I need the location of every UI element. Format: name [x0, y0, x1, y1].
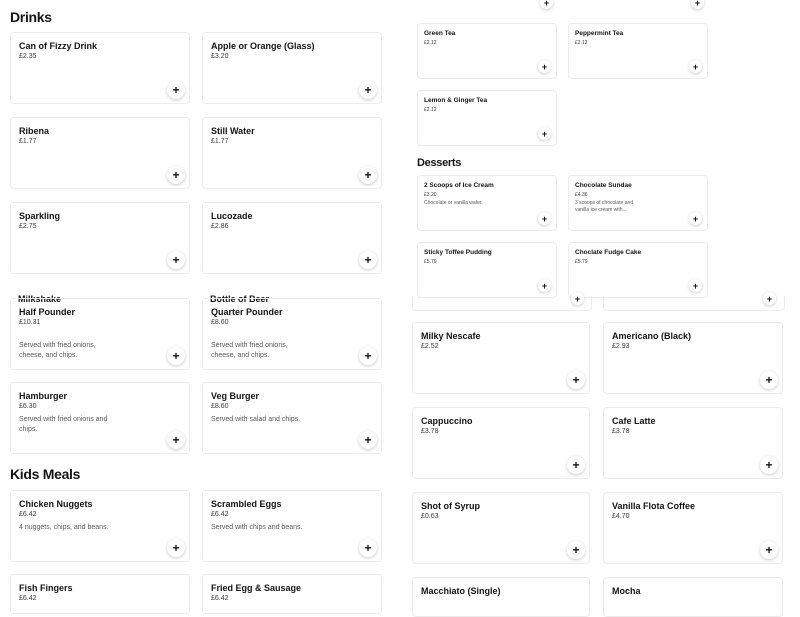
item-price: £2.52 [421, 343, 439, 350]
menu-item-card[interactable] [603, 492, 783, 564]
item-name: Can of Fizzy Drink [19, 41, 98, 51]
item-price: £6.42 [19, 511, 37, 518]
menu-item-card[interactable] [10, 490, 190, 562]
item-name: Hamburger [19, 391, 68, 401]
add-item-button[interactable]: + [567, 456, 585, 474]
menu-item-card[interactable] [412, 322, 590, 394]
add-item-button[interactable]: + [763, 292, 776, 305]
add-item-button[interactable]: + [359, 431, 377, 449]
item-price: £0.63 [421, 513, 439, 520]
item-name: Chocolate Sundae [575, 182, 632, 189]
add-item-button[interactable]: + [538, 279, 551, 292]
add-item-button[interactable]: + [567, 541, 585, 559]
menu-item-card[interactable] [10, 202, 190, 274]
item-name: Half Pounder [19, 307, 76, 317]
item-description: 4 nuggets, chips, and beans. [19, 524, 109, 531]
add-item-button[interactable]: + [359, 251, 377, 269]
item-price: £6.42 [211, 595, 229, 602]
item-name: Milky Nescafe [421, 331, 481, 341]
item-price: £2.93 [612, 343, 630, 350]
item-name: Cafe Latte [612, 416, 656, 426]
section-heading-kids-meals: Kids Meals [10, 466, 81, 482]
menu-item-card[interactable] [202, 117, 382, 189]
item-price: £2.75 [19, 223, 37, 230]
add-item-button[interactable]: + [689, 60, 702, 73]
item-name: Sparkling [19, 211, 61, 221]
item-name: Peppermint Tea [575, 30, 624, 37]
item-price: £10.31 [19, 319, 41, 326]
item-name: Scrambled Eggs [211, 499, 282, 509]
menu-item-card[interactable] [568, 242, 708, 298]
item-description: Served with chips and beans. [211, 524, 303, 531]
menu-item-card[interactable] [412, 407, 590, 479]
item-name: Cappuccino [421, 416, 473, 426]
add-item-button[interactable]: + [571, 292, 584, 305]
add-item-button[interactable]: + [359, 81, 377, 99]
item-price: £6.30 [19, 403, 37, 410]
menu-item-card[interactable] [568, 175, 708, 231]
item-price: £6.42 [211, 511, 229, 518]
menu-item-card[interactable] [202, 574, 382, 614]
menu-item-card[interactable] [10, 117, 190, 189]
item-price: £4.36 [575, 192, 588, 198]
add-item-button[interactable]: + [689, 279, 702, 292]
add-item-button[interactable]: + [538, 212, 551, 225]
overlap-label-milkshake: Milkshake [18, 294, 62, 304]
item-price: £2.12 [424, 107, 437, 113]
item-price: £2.86 [211, 223, 229, 230]
add-item-button[interactable]: + [167, 347, 185, 365]
add-item-button[interactable]: + [167, 539, 185, 557]
menu-item-card[interactable] [202, 298, 382, 370]
menu-item-card[interactable] [603, 407, 783, 479]
add-item-button[interactable]: + [167, 431, 185, 449]
item-description: Served with salad and chips. [211, 416, 301, 423]
menu-item-card[interactable] [412, 577, 590, 617]
add-item-button[interactable]: + [359, 166, 377, 184]
menu-item-card[interactable] [417, 175, 557, 231]
item-description: Chocolate or vanilla wafer. [424, 200, 483, 206]
menu-item-card[interactable] [417, 90, 557, 146]
item-price: £5.79 [424, 259, 437, 265]
item-price: £2.35 [19, 53, 37, 60]
section-heading-desserts: Desserts [417, 157, 462, 169]
menu-item-card[interactable] [603, 322, 783, 394]
item-name: Fish Fingers [19, 583, 73, 593]
add-item-button[interactable]: + [359, 347, 377, 365]
item-price: £4.70 [612, 513, 630, 520]
item-name: Sticky Toffee Pudding [424, 249, 492, 256]
item-name: Chicken Nuggets [19, 499, 93, 509]
item-price: £3.20 [211, 53, 229, 60]
item-name: Shot of Syrup [421, 501, 480, 511]
menu-item-card[interactable] [202, 202, 382, 274]
item-name: Vanilla Flota Coffee [612, 501, 696, 511]
item-description: Served with fried onions and chips. [19, 416, 108, 433]
add-item-button[interactable]: + [760, 456, 778, 474]
item-name: Lemon & Ginger Tea [424, 97, 488, 104]
menu-item-card[interactable] [412, 492, 590, 564]
menu-item-card[interactable] [202, 490, 382, 562]
menu-item-card[interactable] [202, 32, 382, 104]
item-price: £1.77 [19, 138, 37, 145]
menu-item-card[interactable] [202, 382, 382, 454]
item-name: Veg Burger [211, 391, 260, 401]
menu-item-card[interactable] [10, 298, 190, 370]
item-price: £2.12 [575, 40, 588, 46]
item-description: 3 scoops of chocolate and vanilla ice cream with... [575, 200, 634, 213]
add-item-button[interactable]: + [760, 371, 778, 389]
add-item-button[interactable]: + [538, 60, 551, 73]
item-name: Mocha [612, 586, 641, 596]
menu-item-card[interactable] [417, 23, 557, 79]
section-heading-drinks: Drinks [10, 9, 52, 25]
add-item-button[interactable]: + [540, 0, 553, 9]
add-item-button[interactable]: + [167, 166, 185, 184]
item-name: Apple or Orange (Glass) [211, 41, 315, 51]
add-item-button[interactable]: + [538, 127, 551, 140]
item-name: 2 Scoops of Ice Cream [424, 182, 494, 189]
add-item-button[interactable]: + [359, 539, 377, 557]
item-price: £3.78 [421, 428, 439, 435]
add-item-button[interactable]: + [167, 81, 185, 99]
item-price: £3.78 [612, 428, 630, 435]
item-price: £2.12 [424, 40, 437, 46]
item-price: £6.42 [19, 595, 37, 602]
item-name: Green Tea [424, 30, 456, 37]
item-price: £5.79 [575, 259, 588, 265]
menu-item-card[interactable] [10, 32, 190, 104]
item-name: Macchiato (Single) [421, 586, 501, 596]
partial-card-edge [412, 296, 592, 311]
item-name: Quarter Pounder [211, 307, 283, 317]
item-price: £1.77 [211, 138, 229, 145]
menu-item-card[interactable] [10, 574, 190, 614]
item-name: Ribena [19, 126, 50, 136]
add-item-button[interactable]: + [760, 541, 778, 559]
item-name: Choclate Fudge Cake [575, 249, 642, 256]
overlap-label-bottle-of-beer: Bottle of Beer [210, 294, 270, 304]
add-item-button[interactable]: + [167, 251, 185, 269]
item-price: £8.60 [211, 319, 229, 326]
menu-item-card[interactable] [10, 382, 190, 454]
menu-item-card[interactable] [417, 242, 557, 298]
item-description: Served with fried onions, cheese, and chips. [211, 342, 288, 359]
add-item-button[interactable]: + [689, 212, 702, 225]
item-name: Americano (Black) [612, 331, 692, 341]
add-item-button[interactable]: + [691, 0, 704, 9]
add-item-button[interactable]: + [567, 371, 585, 389]
item-name: Still Water [211, 126, 255, 136]
menu-item-card[interactable] [568, 23, 708, 79]
item-name: Fried Egg & Sausage [211, 583, 302, 593]
menu-item-card[interactable] [603, 577, 783, 617]
item-description: Served with fried onions, cheese, and chips. [19, 342, 96, 359]
item-name: Lucozade [211, 211, 253, 221]
item-price: £8.60 [211, 403, 229, 410]
item-price: £3.20 [424, 192, 437, 198]
partial-card-edge [603, 296, 785, 311]
